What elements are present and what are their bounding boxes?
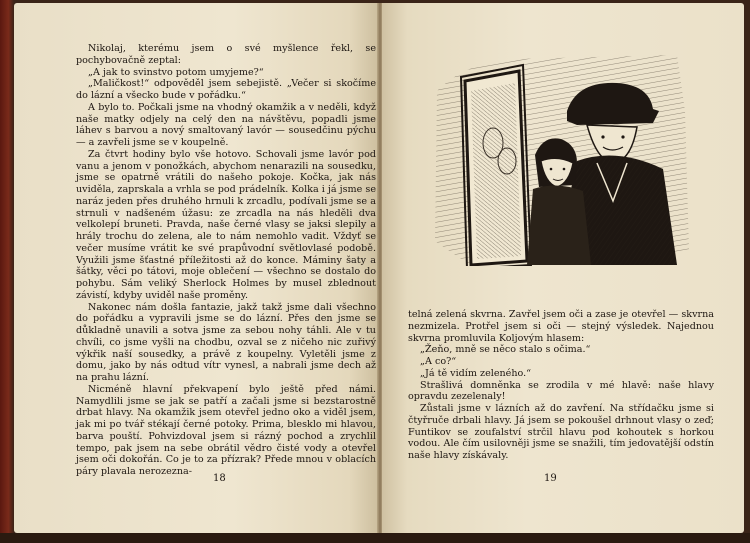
paragraph: Nakonec nám došla fantazie, jakž takž jsme dali všechno do pořádku a vypravili jsme se do lázní. Přes den jsme se důkladně unavili a sotva jsme za sebou nohy táhli. Ale v tu chvíli, co jsme vyšli na chodbu, ozval se z ničeho nic zuřivý výkřik naší sousedky, a právě z koupelny. Vyletěli jsme z domu, jako by nás odtud vítr vynesl, a nabrali jsme dech až na prahu lázní.	[76, 301, 376, 383]
book-cover-edge	[0, 0, 14, 543]
paragraph: Strašlivá domněnka se zrodila v mé hlavě: naše hlavy opravdu zezelenaly!	[408, 379, 714, 403]
paragraph: Nikolaj, kterému jsem o své myšlence řekl, se pochybovačně zeptal:	[76, 43, 376, 66]
paragraph: „A co?“	[420, 356, 457, 367]
left-page-text	[76, 43, 376, 478]
page-number-left: 18	[213, 473, 226, 484]
paragraph: „Maličkost!“ odpověděl jsem sebejistě. „Večer si skočíme do lázní a všecko bude v pořádku.“	[76, 78, 376, 101]
paragraph: „Žeňo, mně se něco stalo s očima.“	[420, 344, 591, 356]
paragraph: Nicméně hlavní překvapení bylo ještě před námi. Namydlili jsme se jak se patří a začali jsme si bezstarostně drbat hlavy. Na okamžik jsem otevřel jedno oko a viděl jsem, jak mi po tvář stékají černé potoky. Prima, blesklo mi hlavou, barva pouští. Pohvizdoval jsem si rázný pochod a zrychlil tempo, pak jsem na sebe obrátil vědro čisté vody a otevřel jsem oči dokořán. Co je to za přízrak? Přede mnou v oblacích páry plavala nerozezna-	[76, 383, 376, 477]
left-page	[14, 3, 378, 533]
paragraph: A bylo to. Počkali jsme na vhodný okamžik a v neděli, když naše matky odjely na celý den na návštěvu, popadli jsme láhev s barvou a nový smaltovaný lavór — sousedčinu pýchu — a zavřeli jsme se v koupelně.	[76, 101, 376, 148]
illustration-boys-mirror	[427, 51, 689, 266]
paragraph: telná zelená skvrna. Zavřel jsem oči a zase je otevřel — skvrna nezmizela. Protřel jsem si oči — stejný výsledek. Najednou skvrna promluvila Koljovým hlasem:	[408, 309, 714, 344]
book-bottom-edge	[0, 533, 750, 543]
paragraph: „Já tě vidím zeleného.“	[420, 367, 532, 379]
page-number-right: 19	[544, 473, 557, 484]
paragraph: Zůstali jsme v lázních až do zavření. Na střídačku jsme si čtyřruče drbali hlavy. Já jsem se pokoušel drhnout vlasy o zeď; Funtikov se zoufalství strčil hlavu pod kohoutek s horkou vodou. Ale čím usilovněji jsme se snažili, tím jedovatější odstín naše hlavy získávaly.	[408, 403, 714, 461]
right-page	[382, 3, 744, 533]
paragraph: Za čtvrt hodiny bylo vše hotovo. Schovali jsme lavór pod vanu a jenom v ponožkách, abychom nenarazili na sousedku, jsme se opatrně vrátili do našeho pokoje. Kočka, jak nás uviděla, zaprskala a vrhla se pod prádelník. Kolka i já jsme se naráz jeden přes druhého hrnuli k zrcadlu, podívali jsme se a strnuli v nadšeném úžasu: ze zrcadla na nás hleděli dva velkolepí bruneti. Pravda, naše černé vlasy se jaksi slepily a hrály trochu do zelena, ale to nám nemohlo vadit. Vždyť se večer musíme vrátit ke své prapůvodní světlovlasé podobě. Využili jsme šťastné příležitosti až do konce. Máminy šaty a šátky, věci po tátovi, moje oblečení — všechno se dostalo do pohybu. Sám veliký Sherlock Holmes by musel zblednout závistí, kdyby uviděl naše proměny.	[76, 148, 376, 301]
paragraph: „A jak to svinstvo potom umyjeme?“	[88, 66, 264, 78]
right-page-text	[408, 309, 714, 462]
